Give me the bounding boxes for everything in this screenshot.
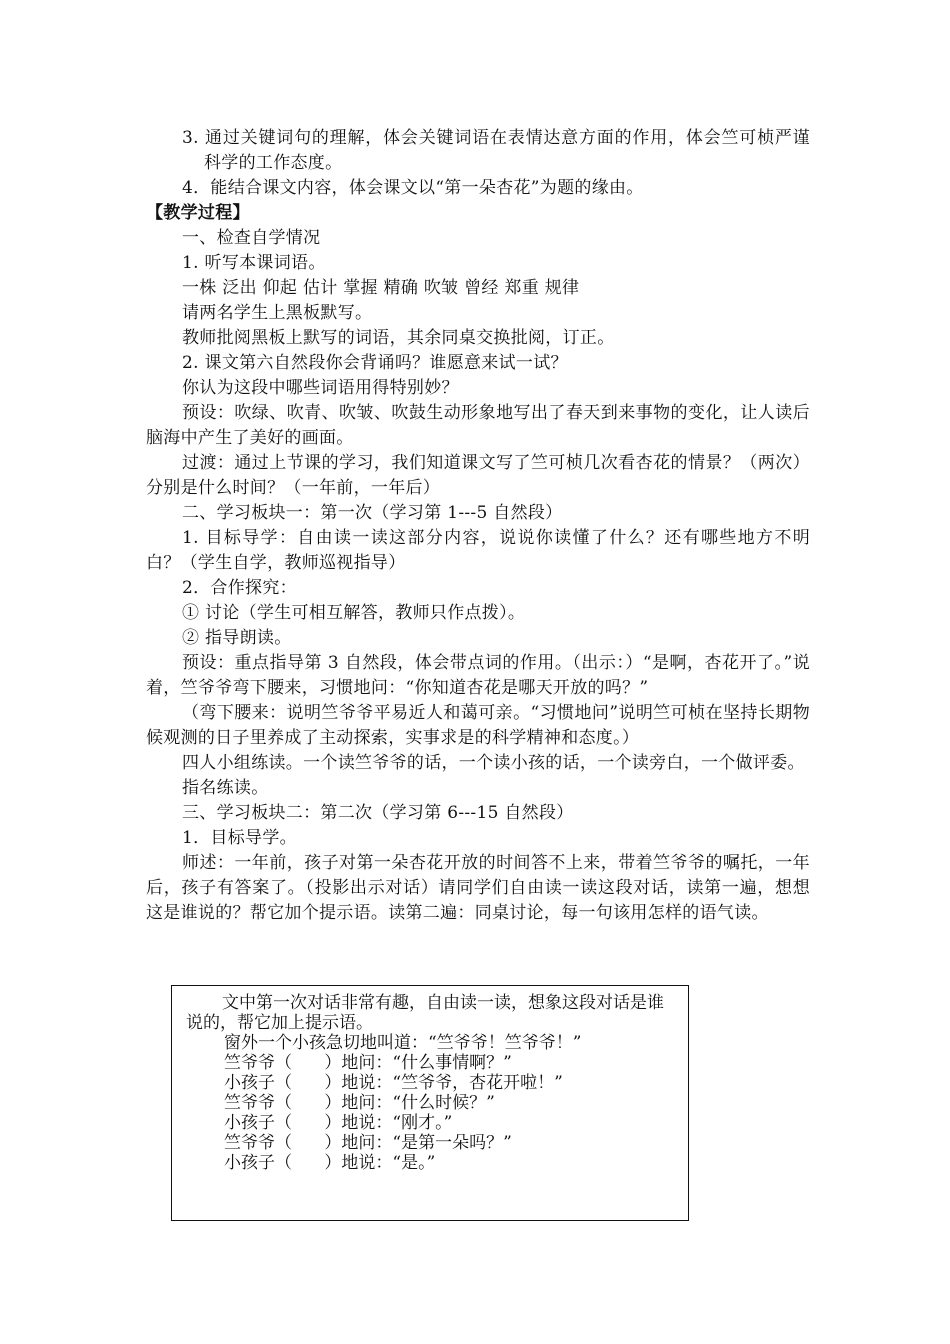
paragraph: 请两名学生上黑板默写。 (182, 303, 373, 323)
paragraph: （弯下腰来：说明竺爷爷平易近人和蔼可亲。“习惯地问”说明竺可桢在坚持长期物候观测的日子里养成了主动探索，实事求是的科学精神和态度。） (146, 703, 810, 748)
dialogue-exercise-box (171, 985, 689, 1221)
exercise-instruction: 文中第一次对话非常有趣，自由读一读，想象这段对话是谁说的，帮它加上提示语。 (186, 993, 664, 1033)
paragraph: 2. 课文第六自然段你会背诵吗？谁愿意来试一试？ (182, 353, 568, 373)
section-heading: 【教学过程】 (146, 203, 250, 223)
dialogue-line: 竺爷爷（ ）地问：“什么事情啊？” (224, 1053, 512, 1073)
paragraph: 2．合作探究： (182, 578, 297, 598)
paragraph: 1．目标导学。 (182, 828, 297, 848)
dialogue-line: 小孩子（ ）地说：“刚才。” (224, 1113, 453, 1133)
paragraph: 四人小组练读。一个读竺爷爷的话，一个读小孩的话，一个读旁白，一个做评委。 (182, 753, 805, 773)
paragraph: 一株 泛出 仰起 估计 掌握 精确 吹皱 曾经 郑重 规律 (182, 278, 580, 298)
paragraph: 过渡：通过上节课的学习，我们知道课文写了竺可桢几次看杏花的情景？（两次）分别是什么时间？（一年前，一年后） (146, 453, 810, 498)
dialogue-line: 小孩子（ ）地说：“竺爷爷，杏花开啦！” (224, 1073, 563, 1093)
paragraph: 教师批阅黑板上默写的词语，其余同桌交换批阅，订正。 (182, 328, 615, 348)
paragraph: 你认为这段中哪些词语用得特别妙？ (182, 378, 459, 398)
paragraph: 预设：重点指导第 3 自然段，体会带点词的作用。（出示：）“是啊，杏花开了。”说着，竺爷爷弯下腰来，习惯地问：“你知道杏花是哪天开放的吗？” (146, 653, 810, 698)
paragraph: ① 讨论（学生可相互解答，教师只作点拨）。 (182, 603, 526, 623)
dialogue-line: 竺爷爷（ ）地问：“是第一朵吗？” (224, 1133, 512, 1153)
dialogue-lines (186, 1033, 674, 1173)
dialogue-line: 小孩子（ ）地说：“是。” (224, 1153, 436, 1173)
paragraph: 1. 听写本课词语。 (182, 253, 326, 273)
paragraph: 1. 目标导学：自由读一读这部分内容，说说你读懂了什么？还有哪些地方不明白？（学生自学，教师巡视指导） (146, 528, 810, 573)
lesson-content (146, 126, 810, 926)
paragraph: 一、检查自学情况 (182, 228, 321, 248)
paragraph: 指名练读。 (182, 778, 269, 798)
paragraph: 预设：吹绿、吹青、吹皱、吹鼓生动形象地写出了春天到来事物的变化，让人读后脑海中产生了美好的画面。 (146, 403, 810, 448)
paragraph: ② 指导朗读。 (182, 628, 292, 648)
paragraph: 师述：一年前，孩子对第一朵杏花开放的时间答不上来，带着竺爷爷的嘱托，一年后，孩子有答案了。（投影出示对话）请同学们自由读一读这段对话，读第一遍，想想这是谁说的？帮它加个提示语。读第二遍：同桌讨论，每一句该用怎样的语气读。 (146, 853, 810, 923)
dialogue-line: 竺爷爷（ ）地问：“什么时候？” (224, 1093, 495, 1113)
paragraph: 3. 通过关键词句的理解，体会关键词语在表情达意方面的作用，体会竺可桢严谨科学的工作态度。 (182, 128, 810, 173)
paragraph: 4．能结合课文内容，体会课文以“第一朵杏花”为题的缘由。 (182, 178, 644, 198)
paragraph: 三、学习板块二：第二次（学习第 6---15 自然段） (182, 803, 574, 823)
dialogue-line: 窗外一个小孩急切地叫道：“竺爷爷！竺爷爷！” (224, 1033, 582, 1053)
paragraph: 二、学习板块一：第一次（学习第 1---5 自然段） (182, 503, 563, 523)
